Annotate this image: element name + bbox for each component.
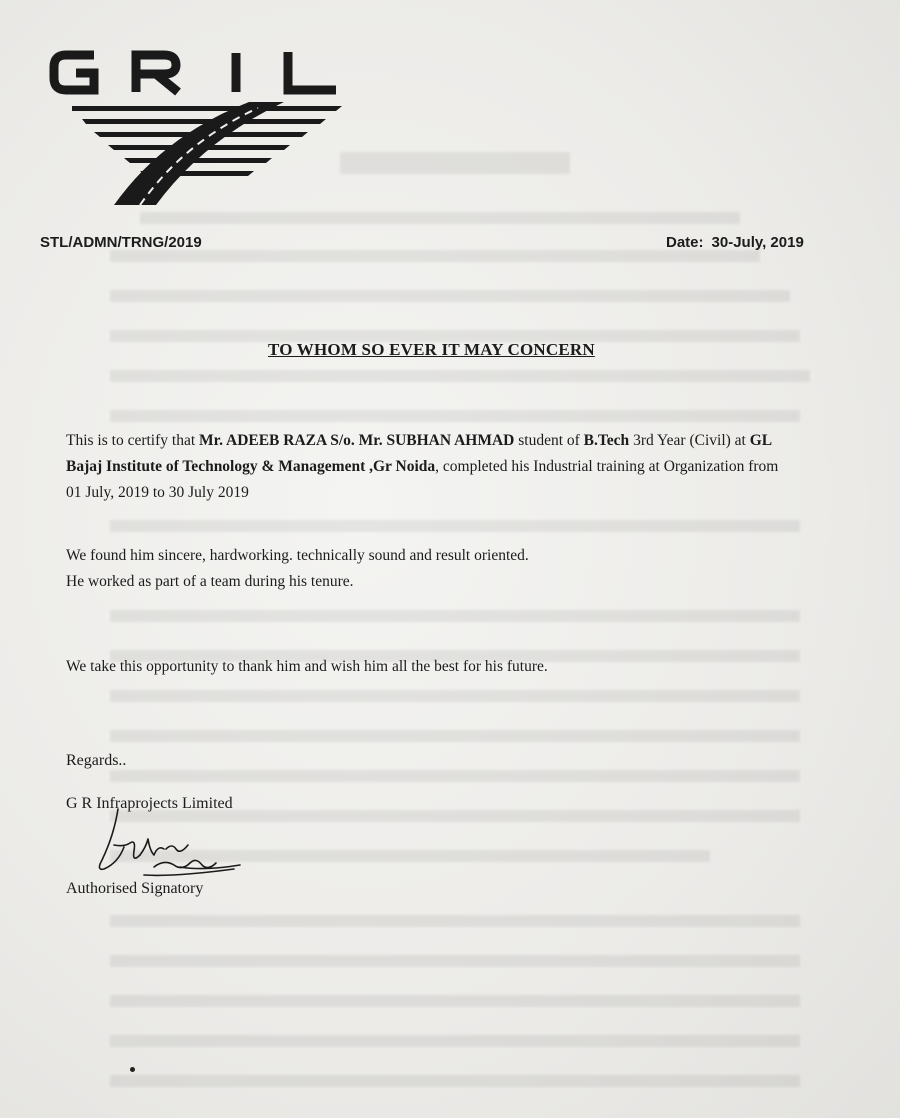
reference-number: STL/ADMN/TRNG/2019	[40, 234, 202, 251]
institute-prefix: GL	[749, 432, 773, 449]
text-fragment: , completed his Industrial training at Organization from	[435, 458, 779, 475]
assessment-paragraph	[66, 543, 896, 595]
date-value: 30-July, 2019	[711, 234, 804, 251]
gril-logo	[44, 40, 354, 215]
course-name: B.Tech	[583, 432, 630, 449]
text-fragment: This is to certify that	[66, 432, 200, 449]
text-fragment: student of	[514, 432, 584, 449]
date-label: Date:	[666, 234, 704, 251]
ink-dot	[130, 1067, 135, 1072]
certification-paragraph	[66, 428, 896, 506]
text-fragment: 3rd Year (Civil) at	[629, 432, 750, 449]
institute-name: Bajaj Institute of Technology & Management ,Gr Noida	[66, 458, 436, 475]
paragraph-line: We found him sincere, hardworking. technically sound and result oriented.	[66, 547, 529, 564]
paragraph-line	[66, 428, 896, 454]
training-period: 01 July, 2019 to 30 July 2019	[66, 484, 249, 501]
wishes-paragraph	[66, 654, 896, 680]
paragraph-line: He worked as part of a team during his tenure.	[66, 573, 354, 590]
letter-subject: TO WHOM SO EVER IT MAY CONCERN	[268, 340, 595, 359]
student-name: Mr. ADEEB RAZA S/o. Mr. SUBHAN AHMAD	[199, 432, 515, 449]
paragraph-line	[66, 454, 896, 480]
letter-date	[666, 234, 804, 251]
paragraph-line: We take this opportunity to thank him and wish him all the best for his future.	[66, 658, 548, 675]
company-name: G R Infraprojects Limited	[66, 795, 233, 812]
regards-text: Regards..	[66, 752, 127, 769]
signatory-title: Authorised Signatory	[66, 880, 204, 897]
